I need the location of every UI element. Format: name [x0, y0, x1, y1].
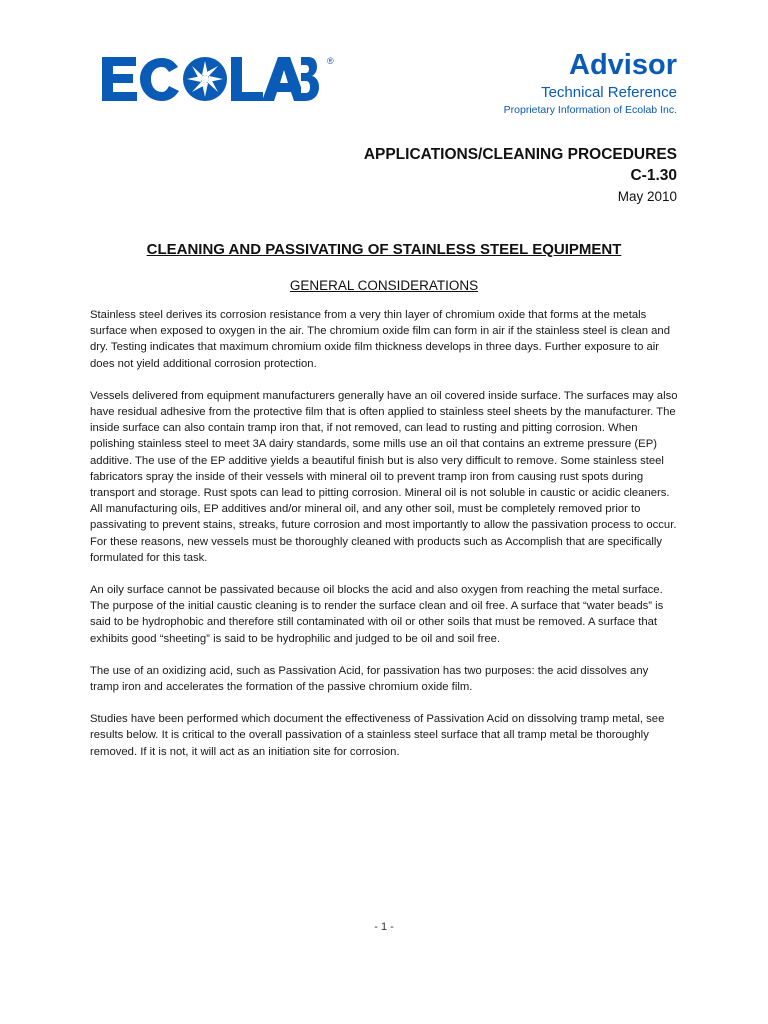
advisor-title: Advisor: [569, 49, 677, 81]
section-title: GENERAL CONSIDERATIONS: [289, 278, 479, 293]
paragraph: Studies have been performed which document the effectiveness of Passivation Acid on dissolving tramp metal, see results below. It is critical to the overall passivation of a stainless steel surface that all tramp metal be thoroughly removed. If it is not, it will act as an initiation site for corrosion.: [90, 713, 665, 758]
procedure-code: C-1.30: [630, 167, 677, 184]
logo-wheel-icon: [183, 57, 227, 101]
registered-mark: ®: [327, 56, 334, 66]
paragraph: Stainless steel derives its corrosion resistance from a very thin layer of chromium oxide that forms at the metals surface when exposed to oxygen in the air. The chromium oxide film can form in air if the stainless steel is clean and dry. Testing indicates that maximum chromium oxide film thickness develops in three days. Further exposure to air does not yield additional corrosion protection.: [90, 309, 670, 370]
proprietary-note: Proprietary Information of Ecolab Inc.: [503, 104, 677, 116]
procedure-category: APPLICATIONS/CLEANING PROCEDURES: [363, 146, 677, 163]
technical-reference-label: Technical Reference: [541, 84, 677, 101]
paragraph: Vessels delivered from equipment manufacturers generally have an oil covered inside surface. The surfaces may also have residual adhesive from the protective film that is often applied to stainless steel sheets by the manufacturer. The inside surface can also contain tramp iron that, if not removed, can lead to rusting and pitting corrosion. When polishing stainless steel to meet 3A dairy standards, some mills use an oil that contains an extreme pressure (EP) additive. The use of the EP additive yields a beautiful finish but is also very difficult to remove. Some stainless steel fabricators spray the inside of their vessels with mineral oil to prevent tramp iron from causing rust spots during transport and storage. Rust spots can lead to pitting corrosion. Mineral oil is not soluble in caustic or acidic cleaners. All manufacturing oils, EP additives and/or mineral oil, and any other soil, must be completely removed prior to passivating to prevent stains, streaks, future corrosion and most importantly to allow the passivation process to occur. For these reasons, new vessels must be thoroughly cleaned with products such as Accomplish that are specifically formulated for this task.: [90, 389, 678, 564]
paragraph: The use of an oxidizing acid, such as Passivation Acid, for passivation has two purposes: the acid dissolves any tramp iron and accelerates the formation of the passive chromium oxide film.: [90, 664, 649, 694]
document-body: [90, 307, 680, 776]
logo-letter-l: [231, 57, 263, 101]
paragraph: An oily surface cannot be passivated because oil blocks the acid and also oxygen from reaching the metal surface. The purpose of the initial caustic cleaning is to render the surface clean and oil free. A surface that “water beads” is said to be hydrophobic and therefore still contaminated with oil or other soils that must be removed. A surface that exhibits good “sheeting” is said to be hydrophilic and judged to be oil and soil free.: [90, 584, 664, 645]
advisor-header: [504, 48, 677, 117]
document-title: CLEANING AND PASSIVATING OF STAINLESS STEEL EQUIPMENT: [146, 241, 622, 258]
logo-letter-c: [140, 58, 179, 101]
logo-letter-b: [301, 57, 319, 101]
page-number: - 1 -: [374, 921, 394, 933]
procedure-info: [364, 145, 677, 206]
logo-letter-a: [262, 57, 306, 101]
logo-letter-e: [102, 57, 137, 101]
ecolab-logo: [100, 54, 326, 104]
procedure-date: May 2010: [617, 189, 677, 204]
